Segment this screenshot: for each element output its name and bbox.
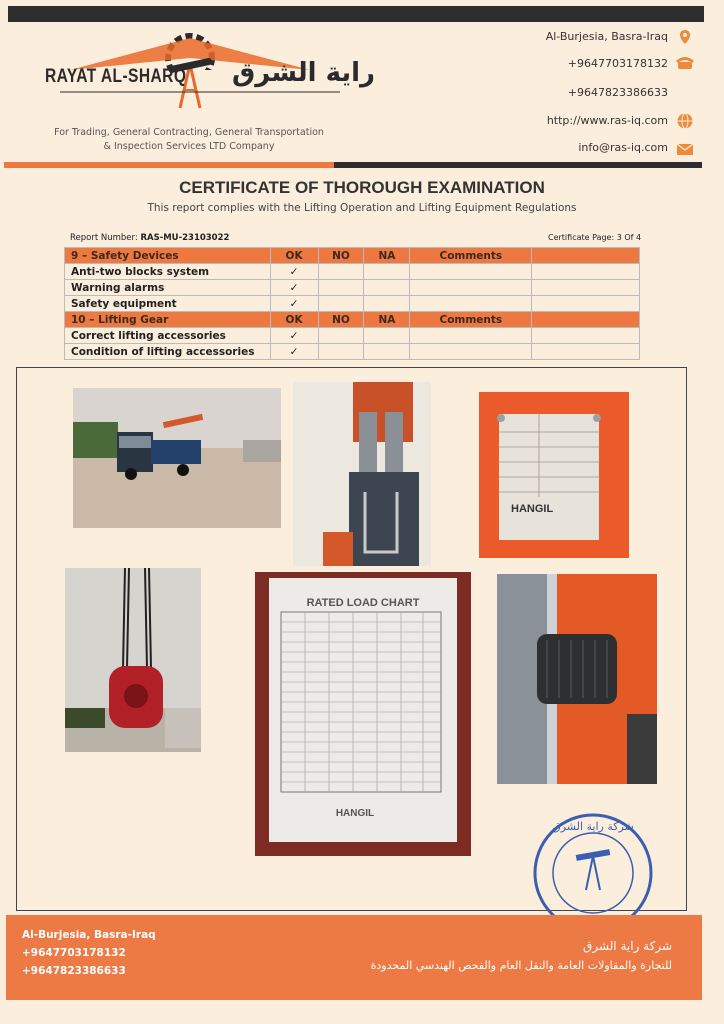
company-name-en: RAYAT AL-SHARQ [45,66,187,87]
header-divider-dark [334,162,702,168]
table-row: Warning alarms ✓ [65,280,640,296]
table-row: Safety equipment ✓ [65,296,640,312]
check-mark: ✓ [270,280,318,296]
footer-bar [6,915,702,1000]
contact-website[interactable]: http://www.ras-iq.com [546,114,668,127]
footer-address: Al-Burjesia, Basra-Iraq [22,929,156,941]
nameplate-brand: HANGIL [511,503,554,515]
table-row: Condition of lifting accessories ✓ [65,344,640,360]
phone-icon [676,54,694,72]
footer-company-ar: شركة راية الشرق [583,939,672,953]
contact-address: Al-Burjesia, Basra-Iraq [545,30,668,43]
photo-nameplate [479,392,629,558]
certificate-subtitle: This report complies with the Lifting Operation and Lifting Equipment Regulations [147,202,577,214]
envelope-icon [676,140,694,158]
header-divider-orange [4,162,334,168]
photo-crane-truck [73,388,281,528]
footer-phone-2: +9647823386633 [22,965,126,977]
contact-phone-1: +9647703178132 [567,57,668,70]
table-row: Correct lifting accessories ✓ [65,328,640,344]
globe-icon [676,112,694,130]
table-row: Anti-two blocks system ✓ [65,264,640,280]
footer-description-ar: للتجارة والمقاولات العامة والنقل العام والفحص الهندسي المحدودة [370,959,672,972]
company-tagline: For Trading, General Contracting, General Transportation & Inspection Services LTD Company [54,127,324,152]
check-mark: ✓ [270,264,318,280]
check-mark: ✓ [270,344,318,360]
section-header-lifting-gear: 10 – Lifting Gear OK NO NA Comments [65,312,640,328]
load-chart-title: RATED LOAD CHART [306,597,420,609]
svg-text:شركة راية الشرق: شركة راية الشرق [552,820,634,833]
photo-hydraulic-cylinders [293,382,431,566]
examination-table [64,247,640,360]
footer-phone-1: +9647703178132 [22,947,126,959]
contact-email[interactable]: info@ras-iq.com [578,141,668,154]
section-header-safety-devices: 9 – Safety Devices OK NO NA Comments [65,248,640,264]
location-pin-icon [676,28,694,46]
check-mark: ✓ [270,296,318,312]
contact-phone-2: +9647823386633 [567,86,668,99]
report-number: Report Number: RAS-MU-23103022 [70,233,230,243]
company-name-ar: راية الشرق [232,58,376,88]
check-mark: ✓ [270,328,318,344]
certificate-title: CERTIFICATE OF THOROUGH EXAMINATION [179,178,545,197]
load-chart-brand: HANGIL [335,808,375,819]
photo-hook-block [65,568,201,752]
photo-winch-drum [497,574,657,784]
top-bar [8,6,704,22]
certificate-page: Certificate Page: 3 Of 4 [548,233,642,242]
photo-rated-load-chart [255,572,471,856]
